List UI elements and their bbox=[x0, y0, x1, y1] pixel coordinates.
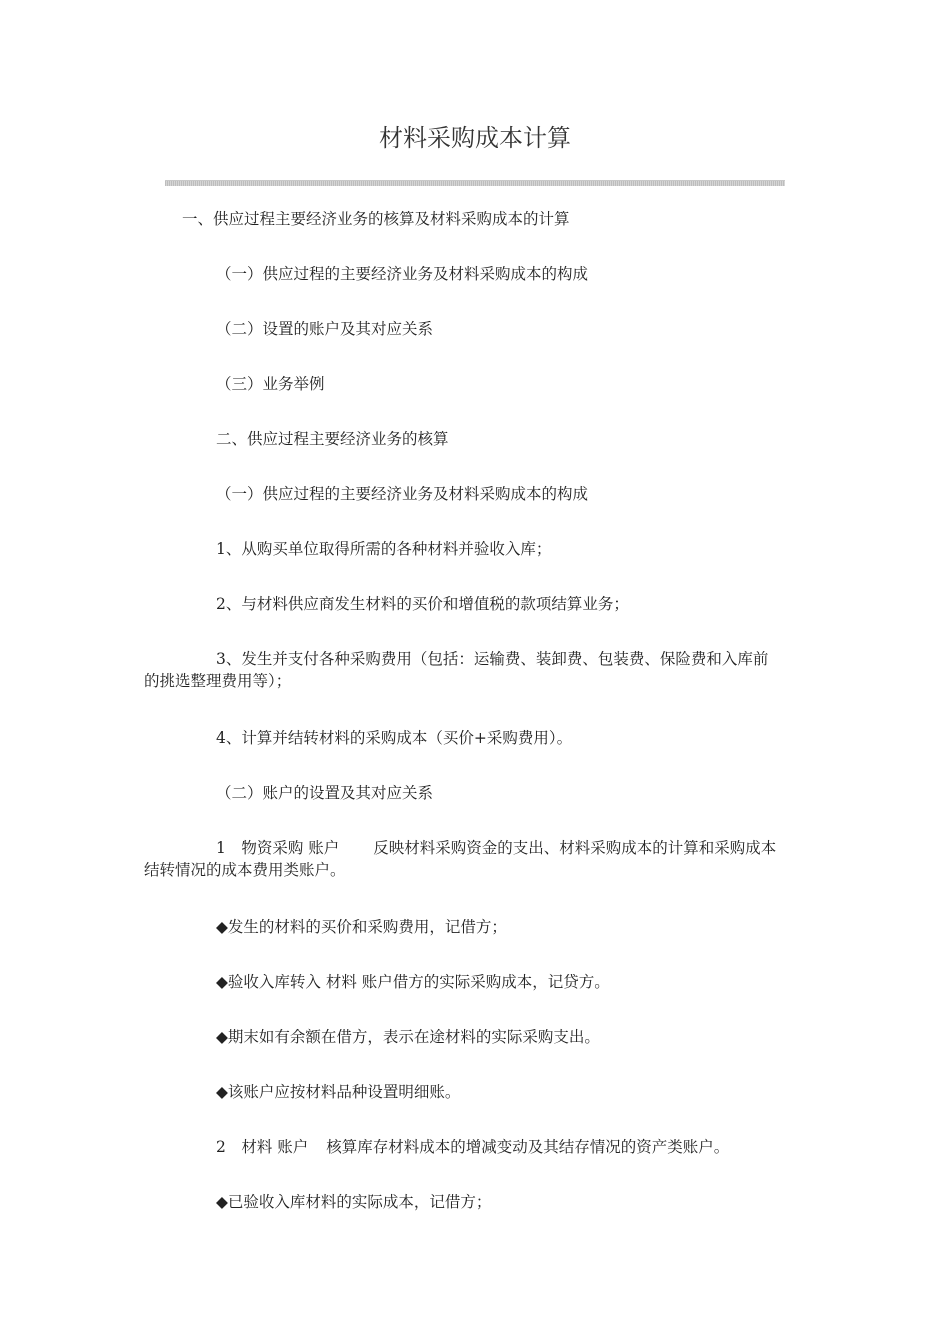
account-1-name: 1 物资采购 账户 bbox=[216, 839, 340, 857]
list-item-3 bbox=[144, 648, 808, 692]
account-2-block bbox=[216, 1136, 729, 1158]
subsection-1-3: （三）业务举例 bbox=[216, 375, 325, 393]
bullet-2: ◆验收入库转入 材料 账户借方的实际采购成本，记贷方。 bbox=[216, 973, 610, 991]
list-item-2: 2、与材料供应商发生材料的买价和增值税的款项结算业务； bbox=[216, 595, 629, 613]
list-item-1: 1、从购买单位取得所需的各种材料并验收入库； bbox=[216, 540, 552, 558]
subsection-1-2: （二）设置的账户及其对应关系 bbox=[216, 320, 434, 338]
bullet-5: ◆已验收入库材料的实际成本，记借方； bbox=[216, 1193, 492, 1211]
title-divider bbox=[165, 180, 785, 186]
list-item-3-line-1: 3、发生并支付各种采购费用（包括：运输费、装卸费、包装费、保险费和入库前 bbox=[216, 650, 769, 668]
list-item-3-line-2: 的挑选整理费用等）； bbox=[144, 672, 292, 690]
bullet-3: ◆期末如有余额在借方，表示在途材料的实际采购支出。 bbox=[216, 1028, 600, 1046]
account-1-line-2: 结转情况的成本费用类账户。 bbox=[144, 861, 346, 879]
subsection-2-2: （二）账户的设置及其对应关系 bbox=[216, 784, 434, 802]
page-title: 材料采购成本计算 bbox=[379, 124, 571, 152]
account-2-description: 核算库存材料成本的增减变动及其结存情况的资产类账户。 bbox=[326, 1138, 730, 1156]
section-heading-2: 二、供应过程主要经济业务的核算 bbox=[216, 430, 449, 448]
section-heading-1: 一、供应过程主要经济业务的核算及材料采购成本的计算 bbox=[182, 210, 570, 228]
bullet-1: ◆发生的材料的买价和采购费用，记借方； bbox=[216, 918, 507, 936]
account-2-name: 2 材料 账户 bbox=[216, 1138, 309, 1156]
bullet-4: ◆该账户应按材料品种设置明细账。 bbox=[216, 1083, 461, 1101]
subsection-2-1: （一）供应过程的主要经济业务及材料采购成本的构成 bbox=[216, 485, 589, 503]
account-1-description: 反映材料采购资金的支出、材料采购成本的计算和采购成本 bbox=[373, 839, 777, 857]
account-1-block bbox=[144, 837, 808, 881]
list-item-4: 4、计算并结转材料的采购成本（买价+采购费用）。 bbox=[216, 729, 573, 747]
account-1-line-1 bbox=[144, 837, 808, 859]
subsection-1-1: （一）供应过程的主要经济业务及材料采购成本的构成 bbox=[216, 265, 589, 283]
